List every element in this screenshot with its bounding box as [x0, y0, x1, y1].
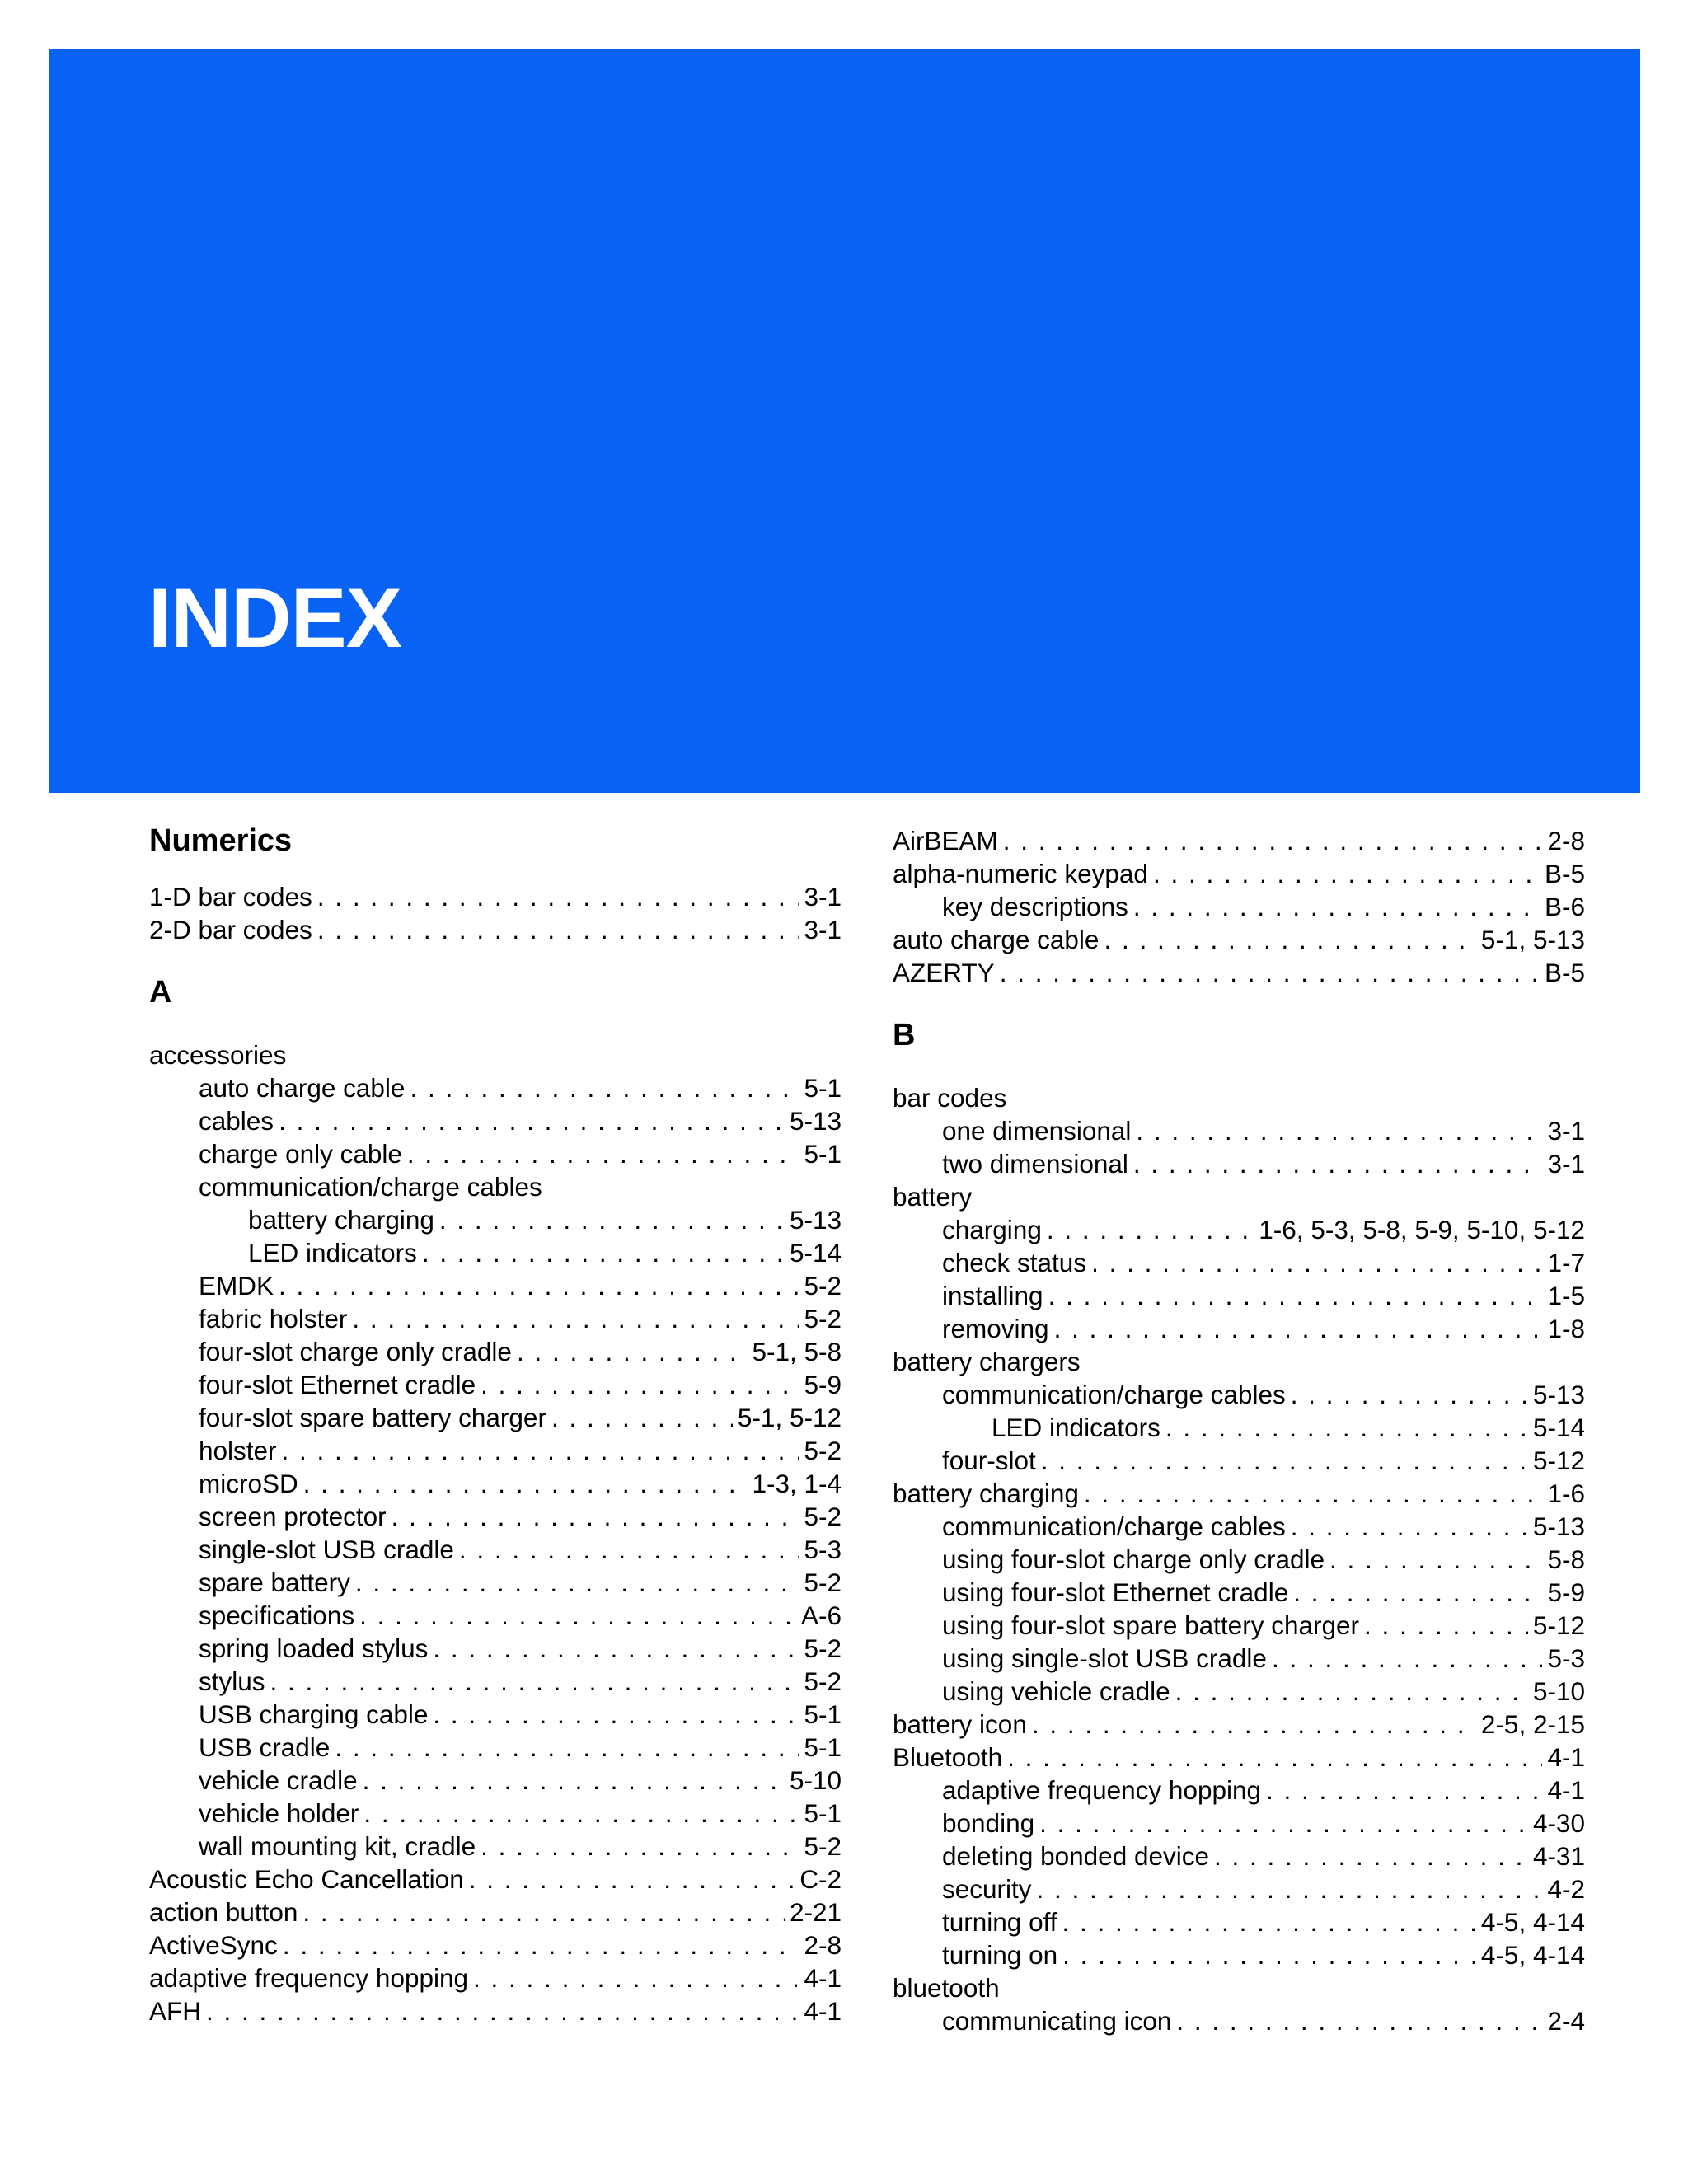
page-reference[interactable]: 5-13	[789, 1106, 842, 1136]
index-term: battery icon	[893, 1709, 1027, 1739]
dot-leader	[459, 1533, 799, 1566]
index-entry	[893, 1147, 1585, 1180]
index-entry	[893, 1081, 1585, 1114]
index-term: LED indicators	[992, 1413, 1160, 1442]
index-entry	[893, 1444, 1585, 1477]
page-reference[interactable]: 1-8	[1547, 1314, 1585, 1343]
page-reference[interactable]: 5-1	[804, 1798, 842, 1828]
page-reference[interactable]: 4-30	[1532, 1808, 1585, 1838]
dot-leader	[481, 1368, 799, 1401]
index-term: spare battery	[199, 1568, 350, 1597]
page-reference[interactable]: 5-14	[789, 1238, 842, 1268]
dot-leader	[1007, 1741, 1542, 1774]
index-term: stylus	[199, 1666, 265, 1696]
section-heading: B	[893, 1018, 916, 1052]
spacer	[149, 857, 842, 880]
index-entry	[893, 890, 1585, 923]
index-entry	[893, 1114, 1585, 1147]
index-term: bonding	[942, 1808, 1035, 1838]
index-entry	[149, 1599, 842, 1632]
index-entry	[149, 1665, 842, 1698]
index-entry	[149, 1269, 842, 1302]
index-term: communicating icon	[942, 2006, 1172, 2036]
dot-leader	[410, 1071, 799, 1104]
index-entry	[893, 1708, 1585, 1741]
index-entry	[149, 1961, 842, 1994]
dot-leader	[355, 1566, 799, 1599]
page-reference[interactable]: 4-5, 4-14	[1480, 1940, 1585, 1970]
dot-leader	[335, 1731, 799, 1764]
index-entry	[149, 913, 842, 946]
dot-leader	[1084, 1477, 1543, 1510]
index-term: four-slot	[942, 1446, 1036, 1475]
index-term: check status	[942, 1248, 1087, 1277]
dot-leader	[1165, 1411, 1528, 1444]
page-reference[interactable]: 5-12	[1532, 1610, 1585, 1640]
dot-leader	[1047, 1213, 1254, 1246]
index-entry	[149, 1896, 842, 1929]
spacer	[893, 1052, 1585, 1081]
index-term: auto charge cable	[893, 925, 1100, 954]
index-entry	[893, 1576, 1585, 1609]
index-entry	[893, 824, 1585, 857]
index-term: microSD	[199, 1469, 298, 1498]
dot-leader	[1272, 1642, 1543, 1675]
page-reference[interactable]: 5-10	[1532, 1676, 1585, 1706]
index-entry	[893, 1279, 1585, 1312]
dot-leader	[1291, 1378, 1528, 1411]
dot-leader	[1266, 1774, 1542, 1807]
dot-leader	[392, 1500, 799, 1533]
index-entry	[893, 1905, 1585, 1938]
dot-leader	[517, 1335, 747, 1368]
index-term: action button	[149, 1897, 298, 1927]
dot-leader	[1041, 1444, 1528, 1477]
dot-leader	[1062, 1938, 1476, 1971]
index-term: alpha-numeric keypad	[893, 859, 1148, 888]
page-reference[interactable]: 2-8	[804, 1930, 842, 1960]
index-entry	[893, 1312, 1585, 1345]
page-reference[interactable]: 4-1	[1547, 1742, 1585, 1772]
index-term: AZERTY	[893, 958, 995, 987]
index-term: one dimensional	[942, 1116, 1132, 1146]
index-term: accessories	[149, 1040, 287, 1070]
index-entry	[893, 1180, 1585, 1213]
index-entry	[149, 1368, 842, 1401]
index-term: installing	[942, 1281, 1043, 1310]
dot-leader	[1000, 956, 1540, 989]
page-reference[interactable]: 4-1	[804, 1963, 842, 1993]
index-term: specifications	[199, 1601, 355, 1630]
index-entry	[149, 1071, 842, 1104]
index-entry	[149, 1203, 842, 1236]
index-term: four-slot Ethernet cradle	[199, 1370, 476, 1399]
index-term: auto charge cable	[199, 1073, 406, 1103]
index-term: using four-slot Ethernet cradle	[942, 1577, 1289, 1607]
page-reference[interactable]: 5-2	[804, 1436, 842, 1465]
index-term: AFH	[149, 1996, 201, 2026]
index-entry	[149, 1566, 842, 1599]
page-reference[interactable]: 1-6	[1547, 1479, 1585, 1508]
page-reference[interactable]: 3-1	[1547, 1149, 1585, 1179]
dot-leader	[359, 1599, 796, 1632]
page-reference[interactable]: 5-2	[804, 1304, 842, 1333]
index-term: using single-slot USB cradle	[942, 1643, 1267, 1673]
dot-leader	[1293, 1576, 1542, 1609]
index-term: AirBEAM	[893, 826, 998, 855]
index-term: USB charging cable	[199, 1699, 429, 1729]
page-reference[interactable]: 2-8	[1547, 826, 1585, 855]
dot-leader	[1291, 1510, 1528, 1543]
dot-leader	[1091, 1246, 1542, 1279]
page-reference[interactable]: 4-5, 4-14	[1480, 1907, 1585, 1937]
index-entry	[149, 1632, 842, 1665]
index-entry	[149, 1302, 842, 1335]
dot-leader	[1176, 2004, 1542, 2037]
index-entry	[893, 1378, 1585, 1411]
index-column-left	[149, 824, 842, 2027]
dot-leader	[1062, 1905, 1476, 1938]
index-term: Bluetooth	[893, 1742, 1003, 1772]
index-entry	[893, 2004, 1585, 2037]
spacer	[149, 1009, 842, 1038]
dot-leader	[1003, 824, 1543, 857]
page-reference[interactable]: 5-2	[804, 1568, 842, 1597]
page-reference[interactable]: 3-1	[804, 915, 842, 944]
index-term: key descriptions	[942, 892, 1128, 921]
index-term: charge only cable	[199, 1139, 402, 1169]
index-term: removing	[942, 1314, 1049, 1343]
dot-leader	[279, 1104, 785, 1137]
dot-leader	[302, 1896, 785, 1929]
index-entry	[149, 1335, 842, 1368]
page-reference[interactable]: 4-31	[1532, 1841, 1585, 1871]
index-entry	[893, 956, 1585, 989]
index-entry	[149, 1797, 842, 1830]
dot-leader	[407, 1137, 799, 1170]
page-reference[interactable]: 5-13	[1532, 1511, 1585, 1541]
index-term: EMDK	[199, 1271, 274, 1301]
index-entry	[893, 1411, 1585, 1444]
index-entry	[893, 1213, 1585, 1246]
index-term: vehicle cradle	[199, 1765, 358, 1795]
index-term: fabric holster	[199, 1304, 348, 1333]
page-reference[interactable]: A-6	[800, 1601, 842, 1630]
index-entry	[149, 1137, 842, 1170]
page-reference[interactable]: 5-1	[804, 1699, 842, 1729]
index-term: screen protector	[199, 1502, 387, 1531]
page-reference[interactable]: C-2	[799, 1864, 842, 1894]
dot-leader	[283, 1929, 799, 1961]
dot-leader	[1133, 890, 1540, 923]
dot-leader	[282, 1434, 799, 1467]
dot-leader	[473, 1961, 799, 1994]
dot-leader	[303, 1467, 748, 1500]
index-term: single-slot USB cradle	[199, 1535, 454, 1564]
index-term: bar codes	[893, 1083, 1007, 1113]
index-entry	[893, 1675, 1585, 1708]
index-entry	[893, 1642, 1585, 1675]
index-entry	[893, 1872, 1585, 1905]
index-term: communication/charge cables	[199, 1172, 542, 1202]
index-entry	[149, 1698, 842, 1731]
index-entry	[893, 1807, 1585, 1840]
dot-leader	[551, 1401, 733, 1434]
dot-leader	[439, 1203, 785, 1236]
page-reference[interactable]: 1-6, 5-3, 5-8, 5-9, 5-10, 5-12	[1259, 1215, 1585, 1244]
dot-leader	[1214, 1840, 1528, 1872]
index-entry	[149, 1236, 842, 1269]
index-entry	[149, 1401, 842, 1434]
index-term: turning off	[942, 1907, 1057, 1937]
index-term: cables	[199, 1106, 274, 1136]
page-reference[interactable]: B-5	[1544, 859, 1585, 888]
index-entry	[149, 1830, 842, 1863]
index-term: deleting bonded device	[942, 1841, 1210, 1871]
index-term: charging	[942, 1215, 1042, 1244]
page-reference[interactable]: 5-2	[804, 1666, 842, 1696]
page-reference[interactable]: 4-1	[804, 1996, 842, 2026]
dot-leader	[1364, 1609, 1528, 1642]
index-entry	[893, 1246, 1585, 1279]
index-entry	[893, 923, 1585, 956]
dot-leader	[270, 1665, 799, 1698]
index-entry	[893, 1840, 1585, 1872]
index-entry	[149, 1467, 842, 1500]
page-reference[interactable]: 5-1	[804, 1073, 842, 1103]
index-entry	[149, 1533, 842, 1566]
page-reference[interactable]: 5-9	[1547, 1577, 1585, 1607]
index-term: adaptive frequency hopping	[942, 1775, 1262, 1805]
section-heading: A	[149, 975, 172, 1010]
index-entry	[149, 1994, 842, 2027]
index-entry	[893, 1477, 1585, 1510]
index-column-right	[893, 824, 1585, 2037]
index-term: holster	[199, 1436, 277, 1465]
index-entry	[149, 1104, 842, 1137]
spacer	[893, 989, 1585, 1019]
page-reference[interactable]: 5-13	[1532, 1380, 1585, 1409]
index-term: using four-slot charge only cradle	[942, 1544, 1325, 1574]
page-reference[interactable]: 5-2	[804, 1271, 842, 1301]
index-term: 1-D bar codes	[149, 882, 312, 912]
dot-leader	[206, 1994, 799, 2027]
spacer	[149, 946, 842, 976]
index-term: LED indicators	[248, 1238, 417, 1268]
page-reference[interactable]: 5-1, 5-13	[1480, 925, 1585, 954]
index-term: Acoustic Echo Cancellation	[149, 1864, 464, 1894]
page-reference[interactable]: 2-21	[789, 1897, 842, 1927]
index-term: using four-slot spare battery charger	[942, 1610, 1359, 1640]
dot-leader	[422, 1236, 785, 1269]
page-reference[interactable]: 5-2	[804, 1831, 842, 1861]
index-term: four-slot spare battery charger	[199, 1403, 546, 1432]
index-entry	[149, 880, 842, 913]
index-term: communication/charge cables	[942, 1511, 1286, 1541]
page-reference[interactable]: 5-8	[1547, 1544, 1585, 1574]
index-term: adaptive frequency hopping	[149, 1963, 469, 1993]
dot-leader	[1133, 1147, 1543, 1180]
index-entry	[893, 1741, 1585, 1774]
page-reference[interactable]: 3-1	[804, 882, 842, 912]
page-reference[interactable]: 5-13	[789, 1205, 842, 1235]
index-entry	[149, 1731, 842, 1764]
page-reference[interactable]: 5-1, 5-12	[737, 1403, 842, 1432]
index-term: ActiveSync	[149, 1930, 278, 1960]
index-term: battery chargers	[893, 1347, 1081, 1376]
index-term: USB cradle	[199, 1732, 331, 1762]
index-entry	[149, 1038, 842, 1071]
page-reference[interactable]: 5-1, 5-8	[752, 1337, 842, 1366]
dot-leader	[363, 1797, 799, 1830]
page-reference[interactable]: 5-12	[1532, 1446, 1585, 1475]
index-term: bluetooth	[893, 1973, 1000, 2003]
dot-leader	[1054, 1312, 1543, 1345]
dot-leader	[317, 913, 799, 946]
page-reference[interactable]: 3-1	[1547, 1116, 1585, 1146]
dot-leader	[279, 1269, 799, 1302]
index-entry	[149, 1863, 842, 1896]
index-entry	[149, 1434, 842, 1467]
page-reference[interactable]: 5-10	[789, 1765, 842, 1795]
index-entry	[893, 1543, 1585, 1576]
page-reference[interactable]: B-6	[1544, 892, 1585, 921]
index-term: wall mounting kit, cradle	[199, 1831, 476, 1861]
dot-leader	[433, 1698, 799, 1731]
index-term: security	[942, 1874, 1032, 1904]
index-entry	[893, 1345, 1585, 1378]
page-title: INDEX	[148, 571, 401, 665]
index-entry	[149, 1764, 842, 1797]
index-entry	[149, 1929, 842, 1961]
page-reference[interactable]: 2-5, 2-15	[1480, 1709, 1585, 1739]
index-entry	[149, 1500, 842, 1533]
index-entry	[893, 857, 1585, 890]
dot-leader	[317, 880, 799, 913]
dot-leader	[433, 1632, 799, 1665]
index-term: battery charging	[893, 1479, 1079, 1508]
index-term: using vehicle cradle	[942, 1676, 1170, 1706]
dot-leader	[1153, 857, 1540, 890]
dot-leader	[1329, 1543, 1542, 1576]
dot-leader	[481, 1830, 799, 1863]
index-term: turning on	[942, 1940, 1058, 1970]
dot-leader	[352, 1302, 799, 1335]
dot-leader	[1039, 1807, 1528, 1840]
index-term: four-slot charge only cradle	[199, 1337, 512, 1366]
dot-leader	[1136, 1114, 1542, 1147]
index-entry	[149, 1170, 842, 1203]
dot-leader	[1104, 923, 1475, 956]
dot-leader	[469, 1863, 795, 1896]
index-entry	[893, 1609, 1585, 1642]
page-reference[interactable]: 5-3	[804, 1535, 842, 1564]
page-reference[interactable]: 5-2	[804, 1502, 842, 1531]
index-term: vehicle holder	[199, 1798, 359, 1828]
page-reference[interactable]: 5-1	[804, 1139, 842, 1169]
index-term: battery	[893, 1182, 973, 1212]
index-entry	[893, 1971, 1585, 2004]
page-reference[interactable]: 4-2	[1547, 1874, 1585, 1904]
page-reference[interactable]: 5-1	[804, 1732, 842, 1762]
page-reference[interactable]: 1-3, 1-4	[752, 1469, 842, 1498]
page-reference[interactable]: 5-9	[804, 1370, 842, 1399]
index-term: 2-D bar codes	[149, 915, 312, 944]
index-entry	[893, 1510, 1585, 1543]
dot-leader	[1048, 1279, 1543, 1312]
page-reference[interactable]: 5-3	[1547, 1643, 1585, 1673]
page-reference[interactable]: 4-1	[1547, 1775, 1585, 1805]
index-entry	[893, 1938, 1585, 1971]
index-entry	[893, 1774, 1585, 1807]
dot-leader	[1032, 1708, 1476, 1741]
page-reference[interactable]: 5-14	[1532, 1413, 1585, 1442]
page-reference[interactable]: 1-5	[1547, 1281, 1585, 1310]
dot-leader	[1175, 1675, 1528, 1708]
index-term: communication/charge cables	[942, 1380, 1286, 1409]
index-term: two dimensional	[942, 1149, 1128, 1179]
header-banner	[49, 49, 1640, 793]
index-term: spring loaded stylus	[199, 1633, 429, 1663]
dot-leader	[1037, 1872, 1543, 1905]
page-reference[interactable]: B-5	[1544, 958, 1585, 987]
index-term: battery charging	[248, 1205, 434, 1235]
section-heading: Numerics	[149, 823, 293, 858]
page-reference[interactable]: 5-2	[804, 1633, 842, 1663]
page-reference[interactable]: 1-7	[1547, 1248, 1585, 1277]
page-reference[interactable]: 2-4	[1547, 2006, 1585, 2036]
dot-leader	[363, 1764, 785, 1797]
